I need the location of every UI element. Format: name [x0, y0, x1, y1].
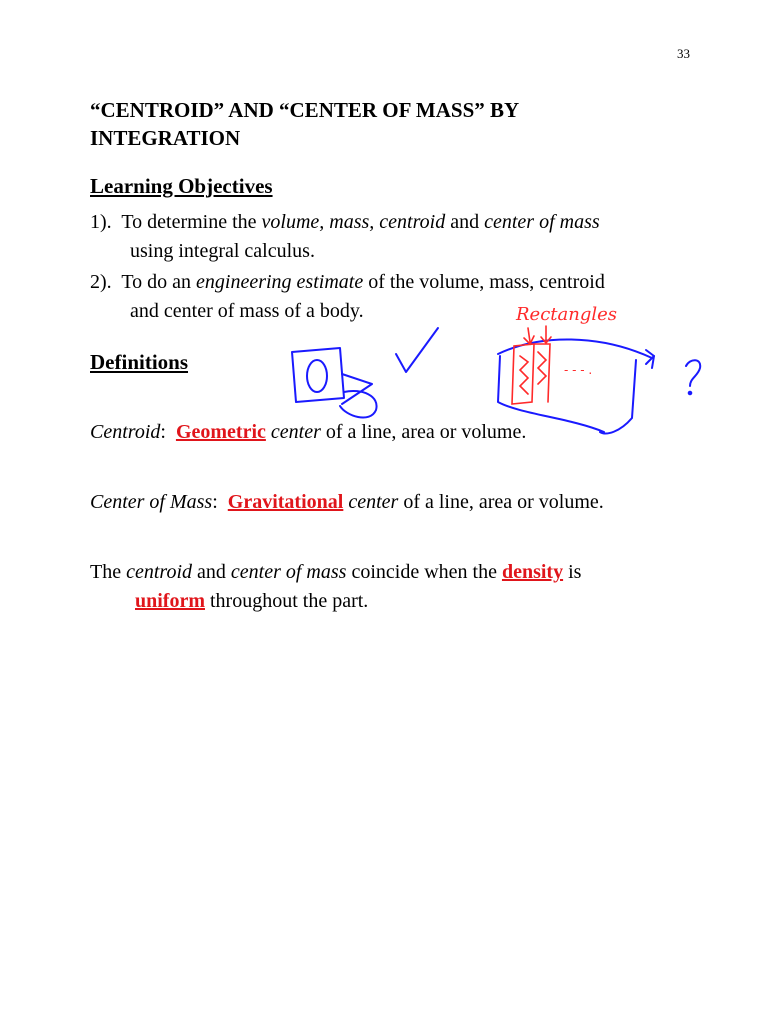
sketch-circle-icon: [307, 360, 327, 392]
objective-2-text-c: of the volume, mass, centroid: [363, 271, 605, 293]
objectives-heading: Learning Objectives: [90, 174, 273, 198]
centroid-rest: of a line, area or volume.: [320, 421, 527, 443]
page-title: “CENTROID” AND “CENTER OF MASS” BY INTEGRATION: [90, 98, 519, 150]
page-number: 33: [677, 46, 690, 61]
question-mark-icon: [686, 360, 700, 386]
center-of-mass-center: center: [343, 491, 399, 513]
objective-2-text-b: engineering estimate: [196, 271, 364, 293]
handwritten-rectangles-label: Rectangles: [516, 304, 618, 325]
objective-2-number: 2).: [90, 271, 112, 293]
center-of-mass-rest: of a line, area or volume.: [398, 491, 604, 513]
pointer-arrow-icon: [524, 328, 534, 344]
zigzag-icon-2: [538, 352, 546, 384]
centroid-keyword: Geometric: [175, 421, 266, 443]
arrow-tip-icon: [646, 350, 654, 364]
checkmark-icon: [396, 328, 438, 372]
coincide-text-c: and: [192, 561, 231, 583]
center-of-mass-definition: [90, 488, 730, 517]
objective-1-text-b: volume, mass, centroid: [261, 211, 446, 233]
coincide-uniform-keyword: uniform: [135, 590, 205, 612]
coincide-text-e: coincide when the: [346, 561, 502, 583]
center-of-mass-colon: :: [212, 491, 228, 513]
objective-1-continuation: using integral calculus.: [130, 240, 315, 262]
objective-2: [90, 268, 710, 326]
objective-2-continuation: and center of mass of a body.: [130, 300, 364, 322]
handwritten-dots: - - - .: [564, 363, 593, 377]
coincide-density-keyword: density: [501, 561, 564, 583]
coincide-text-a: The: [90, 561, 127, 583]
coincide-text-g: is: [563, 561, 582, 583]
sketch-square-icon: [292, 348, 344, 402]
center-of-mass-term: Center of Mass: [90, 491, 213, 513]
objective-1-text-d: center of mass: [484, 211, 600, 233]
rectangle-strip-icon: [512, 344, 550, 404]
objective-1-number: 1).: [90, 211, 112, 233]
definitions-heading: Definitions: [90, 350, 189, 374]
objective-1-text-c: and: [445, 211, 485, 233]
center-of-mass-keyword: Gravitational: [227, 491, 344, 513]
coincide-center-of-mass: center of mass: [230, 561, 347, 583]
centroid-term: Centroid: [90, 421, 161, 443]
coincide-text-i: throughout the part.: [205, 590, 369, 612]
centroid-center: center: [265, 421, 321, 443]
centroid-colon: :: [160, 421, 176, 443]
sketch-bracket-icon: [340, 374, 377, 418]
pointer-arrow-icon-2: [541, 326, 551, 343]
objective-2-text-a: To do an: [121, 271, 197, 293]
objective-1: [90, 208, 710, 266]
zigzag-icon: [520, 356, 528, 394]
centroid-definition: [90, 418, 730, 447]
coincide-centroid: centroid: [126, 561, 193, 583]
objective-1-text-a: To determine the: [121, 211, 262, 233]
coincide-statement: [90, 558, 730, 616]
